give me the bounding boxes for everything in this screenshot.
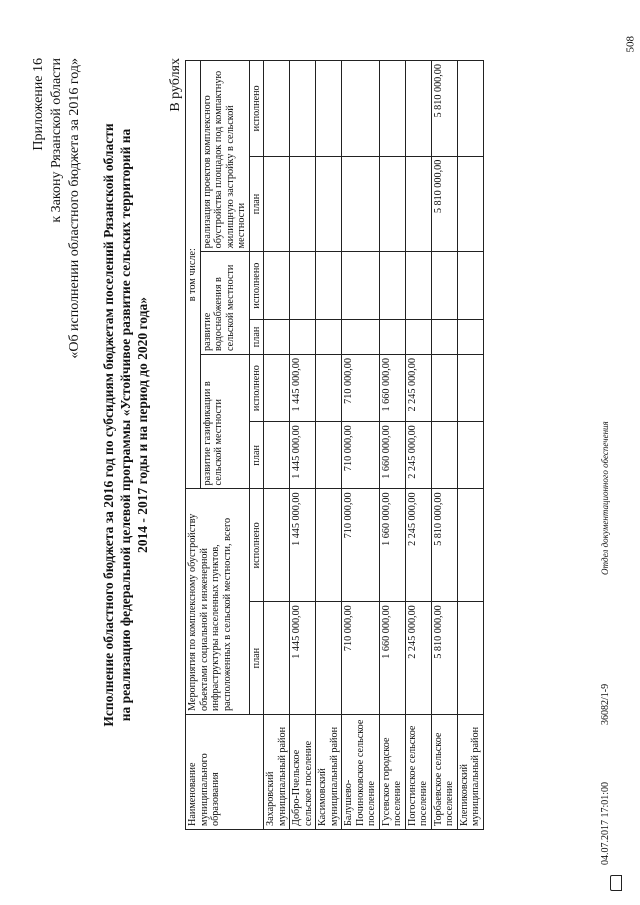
header-water: развитие водоснабжения в сельской местности — [200, 252, 249, 355]
cell-projects-done — [457, 61, 483, 157]
unit-label: В рублях — [168, 58, 183, 112]
row-name: Захаровский муниципальный район — [264, 715, 290, 830]
department-label: Отдел документационного обеспечения — [600, 421, 610, 575]
cell-gas-plan — [457, 422, 483, 489]
cell-gas-done: 710 000,00 — [342, 355, 380, 422]
cell-water-done — [316, 252, 342, 320]
table-row — [342, 61, 380, 830]
cell-total-plan: 1 660 000,00 — [379, 602, 405, 715]
cell-gas-done: 1 445 000,00 — [290, 355, 316, 422]
table-row — [405, 61, 431, 830]
cell-projects-plan — [290, 156, 316, 252]
appendix-heading — [30, 58, 84, 618]
row-name: Гусевское городское поселение — [379, 715, 405, 830]
header-projects: реализация проектов комплексного обустройства площадок под компактную жилищную застройку в сельской местности — [200, 61, 249, 252]
cell-gas-done: 1 660 000,00 — [379, 355, 405, 422]
header-plan: план — [249, 156, 264, 252]
appendix-line-1: Приложение 16 — [31, 58, 46, 151]
cell-gas-done — [457, 355, 483, 422]
cell-water-plan — [290, 319, 316, 354]
printer-logo-icon — [610, 875, 622, 891]
cell-water-done — [431, 252, 457, 320]
cell-water-plan — [405, 319, 431, 354]
cell-projects-plan — [379, 156, 405, 252]
row-name: Торбаевское сельское поселение — [431, 715, 457, 830]
table-body — [264, 61, 484, 830]
header-activities: Мероприятия по комплексному обустройству объектами социальной и инженерной инфраструктуры населенных пунктов, расположенных в сельской местности, всего — [186, 489, 250, 715]
cell-gas-plan: 1 660 000,00 — [379, 422, 405, 489]
cell-total-done: 1 660 000,00 — [379, 489, 405, 602]
cell-water-plan — [457, 319, 483, 354]
cell-projects-plan — [405, 156, 431, 252]
cell-projects-done — [290, 61, 316, 157]
cell-total-plan: 710 000,00 — [342, 602, 380, 715]
cell-water-done — [457, 252, 483, 320]
row-name: Погостинское сельское поселение — [405, 715, 431, 830]
cell-water-plan — [342, 319, 380, 354]
header-plan: план — [249, 602, 264, 715]
subsidy-table — [185, 60, 484, 830]
print-timestamp: 04.07.2017 17:01:00 — [600, 781, 611, 865]
row-name: Клепиковский муниципальный район — [457, 715, 483, 830]
cell-total-done — [264, 489, 290, 602]
cell-total-plan: 1 445 000,00 — [290, 602, 316, 715]
header-name: Наименование муниципального образования — [186, 715, 264, 830]
cell-total-done — [316, 489, 342, 602]
cell-water-done — [342, 252, 380, 320]
header-plan: план — [249, 422, 264, 489]
cell-projects-plan: 5 810 000,00 — [431, 156, 457, 252]
table-row — [431, 61, 457, 830]
cell-water-plan — [379, 319, 405, 354]
cell-projects-done — [405, 61, 431, 157]
cell-total-plan: 5 810 000,00 — [431, 602, 457, 715]
cell-gas-done — [264, 355, 290, 422]
cell-gas-done: 2 245 000,00 — [405, 355, 431, 422]
appendix-line-2: к Закону Рязанской области — [49, 58, 64, 223]
cell-projects-plan — [342, 156, 380, 252]
row-name: Добро-Пчельское сельское поселение — [290, 715, 316, 830]
cell-water-done — [290, 252, 316, 320]
cell-total-plan: 2 245 000,00 — [405, 602, 431, 715]
cell-water-plan — [431, 319, 457, 354]
cell-projects-plan — [316, 156, 342, 252]
cell-total-done: 2 245 000,00 — [405, 489, 431, 602]
cell-total-done: 1 445 000,00 — [290, 489, 316, 602]
cell-total-plan — [316, 602, 342, 715]
cell-gas-done — [431, 355, 457, 422]
row-name: Балушево-Починоковское сельское поселение — [342, 715, 380, 830]
table-row — [264, 61, 290, 830]
cell-gas-plan — [264, 422, 290, 489]
header-including: в том числе: — [186, 61, 201, 489]
cell-water-plan — [264, 319, 290, 354]
cell-total-plan — [264, 602, 290, 715]
cell-water-done — [264, 252, 290, 320]
cell-gas-plan: 2 245 000,00 — [405, 422, 431, 489]
table-row — [457, 61, 483, 830]
cell-projects-done: 5 810 000,00 — [431, 61, 457, 157]
cell-total-plan — [457, 602, 483, 715]
document-code: 36082/1-9 — [600, 683, 611, 725]
table-row — [316, 61, 342, 830]
cell-projects-done — [342, 61, 380, 157]
page-number: 508 — [624, 36, 636, 53]
header-done: исполнено — [249, 252, 264, 320]
cell-total-done — [457, 489, 483, 602]
cell-projects-plan — [457, 156, 483, 252]
cell-water-plan — [316, 319, 342, 354]
header-done: исполнено — [249, 61, 264, 157]
cell-gas-plan — [431, 422, 457, 489]
table-row — [290, 61, 316, 830]
document-title: Исполнение областного бюджета за 2016 год по субсидиям бюджетам поселений Рязанской области на реализацию федеральной целевой программы «Устойчивое развитие сельских территорий на 2014 - 2017 годы и на период до 2020 года» — [101, 123, 150, 727]
cell-projects-plan — [264, 156, 290, 252]
cell-total-done: 710 000,00 — [342, 489, 380, 602]
cell-projects-done — [264, 61, 290, 157]
cell-gas-done — [316, 355, 342, 422]
cell-gas-plan: 710 000,00 — [342, 422, 380, 489]
cell-projects-done — [316, 61, 342, 157]
cell-water-done — [405, 252, 431, 320]
header-plan: план — [249, 319, 264, 354]
cell-gas-plan: 1 445 000,00 — [290, 422, 316, 489]
cell-projects-done — [379, 61, 405, 157]
table-row — [379, 61, 405, 830]
cell-gas-plan — [316, 422, 342, 489]
appendix-line-3: «Об исполнении областного бюджета за 2016 год» — [67, 58, 82, 359]
header-gas: развитие газификации в сельской местности — [200, 355, 249, 489]
cell-water-done — [379, 252, 405, 320]
cell-total-done: 5 810 000,00 — [431, 489, 457, 602]
header-done: исполнено — [249, 355, 264, 422]
header-done: исполнено — [249, 489, 264, 602]
row-name: Касимовский муниципальный район — [316, 715, 342, 830]
